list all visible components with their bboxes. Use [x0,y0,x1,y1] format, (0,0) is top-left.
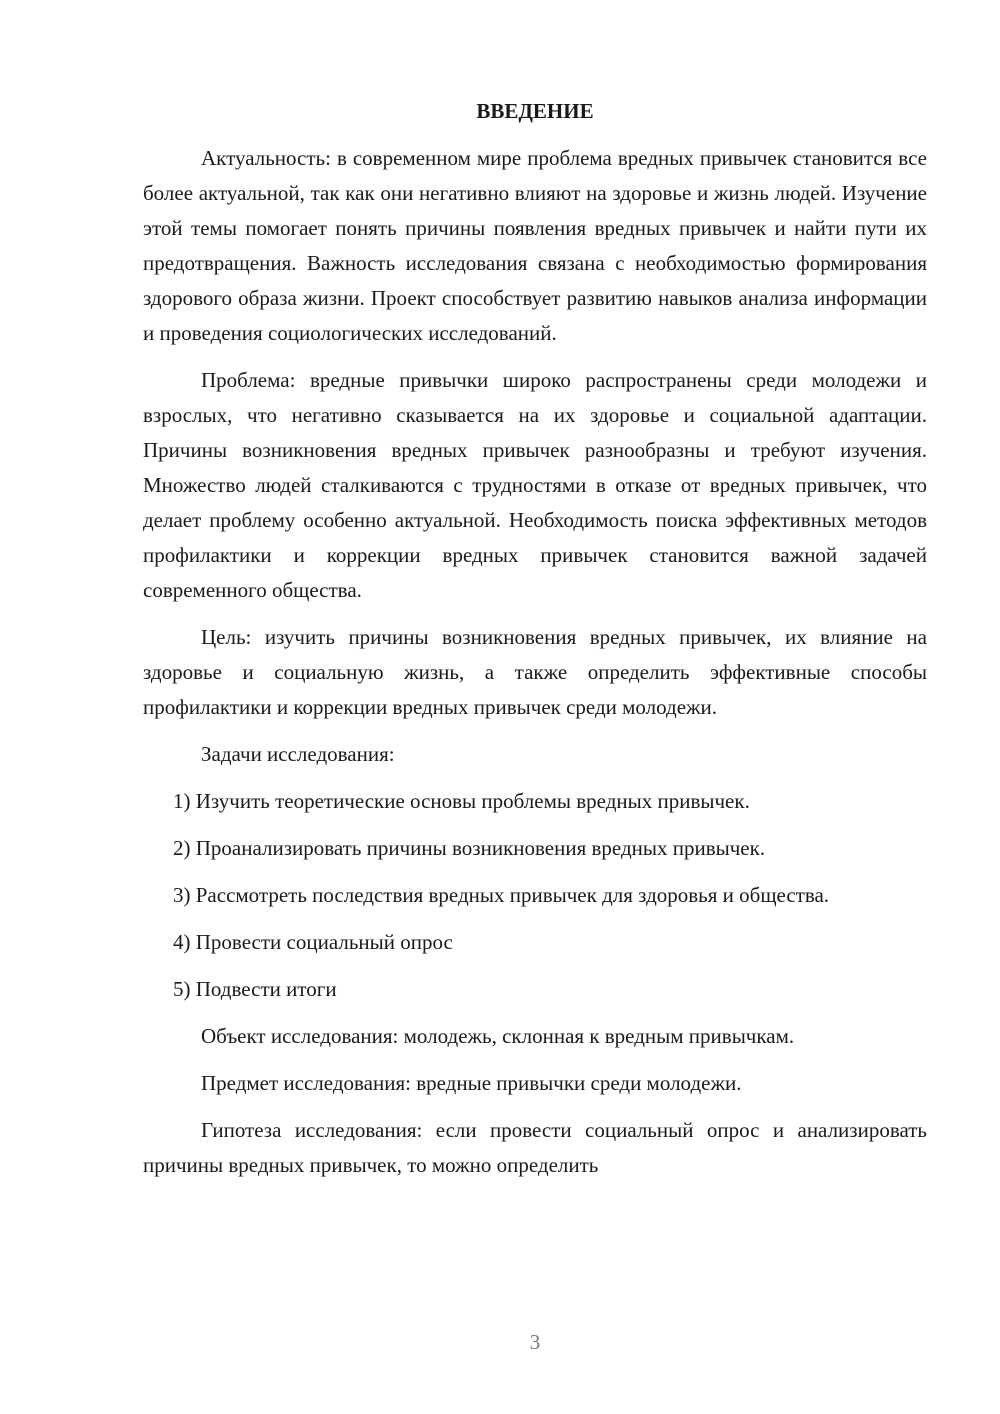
task-item-1: 1) Изучить теоретические основы проблемы вредных привычек. [173,789,750,813]
task-item-5: 5) Подвести итоги [173,977,337,1001]
tasks-heading: Задачи исследования: [201,742,395,766]
hypothesis-paragraph: Гипотеза исследования: если провести социальный опрос и анализировать причины вредных привычек, то можно определить [143,1118,927,1177]
section-title: ВВЕДЕНИЕ [476,99,594,123]
task-item-3: 3) Рассмотреть последствия вредных привычек для здоровья и общества. [173,883,830,907]
page-number: 3 [529,1330,541,1354]
subject-paragraph: Предмет исследования: вредные привычки среди молодежи. [201,1071,742,1095]
problem-paragraph: Проблема: вредные привычки широко распространены среди молодежи и взрослых, что негативно сказывается на их здоровье и социальной адаптации. Причины возникновения вредных привычек разнообразны и требуют изучения. Множество людей сталкиваются с трудностями в отказе от вредных привычек, что делает проблему особенно актуальной. Необходимость поиска эффективных методов профилактики и коррекции вредных привычек становится важной задачей современного общества. [143,368,927,602]
task-item-4: 4) Провести социальный опрос [173,930,453,954]
document-page [143,94,927,1183]
goal-paragraph: Цель: изучить причины возникновения вредных привычек, их влияние на здоровье и социальную жизнь, а также определить эффективные способы профилактики и коррекции вредных привычек среди молодежи. [143,625,927,719]
object-paragraph: Объект исследования: молодежь, склонная к вредным привычкам. [201,1024,795,1048]
relevance-paragraph: Актуальность: в современном мире проблема вредных привычек становится все более актуальной, так как они негативно влияют на здоровье и жизнь людей. Изучение этой темы помогает понять причины появления вредных привычек и найти пути их предотвращения. Важность исследования связана с необходимостью формирования здорового образа жизни. Проект способствует развитию навыков анализа информации и проведения социологических исследований. [143,146,927,345]
task-item-2: 2) Проанализировать причины возникновения вредных привычек. [173,836,766,860]
